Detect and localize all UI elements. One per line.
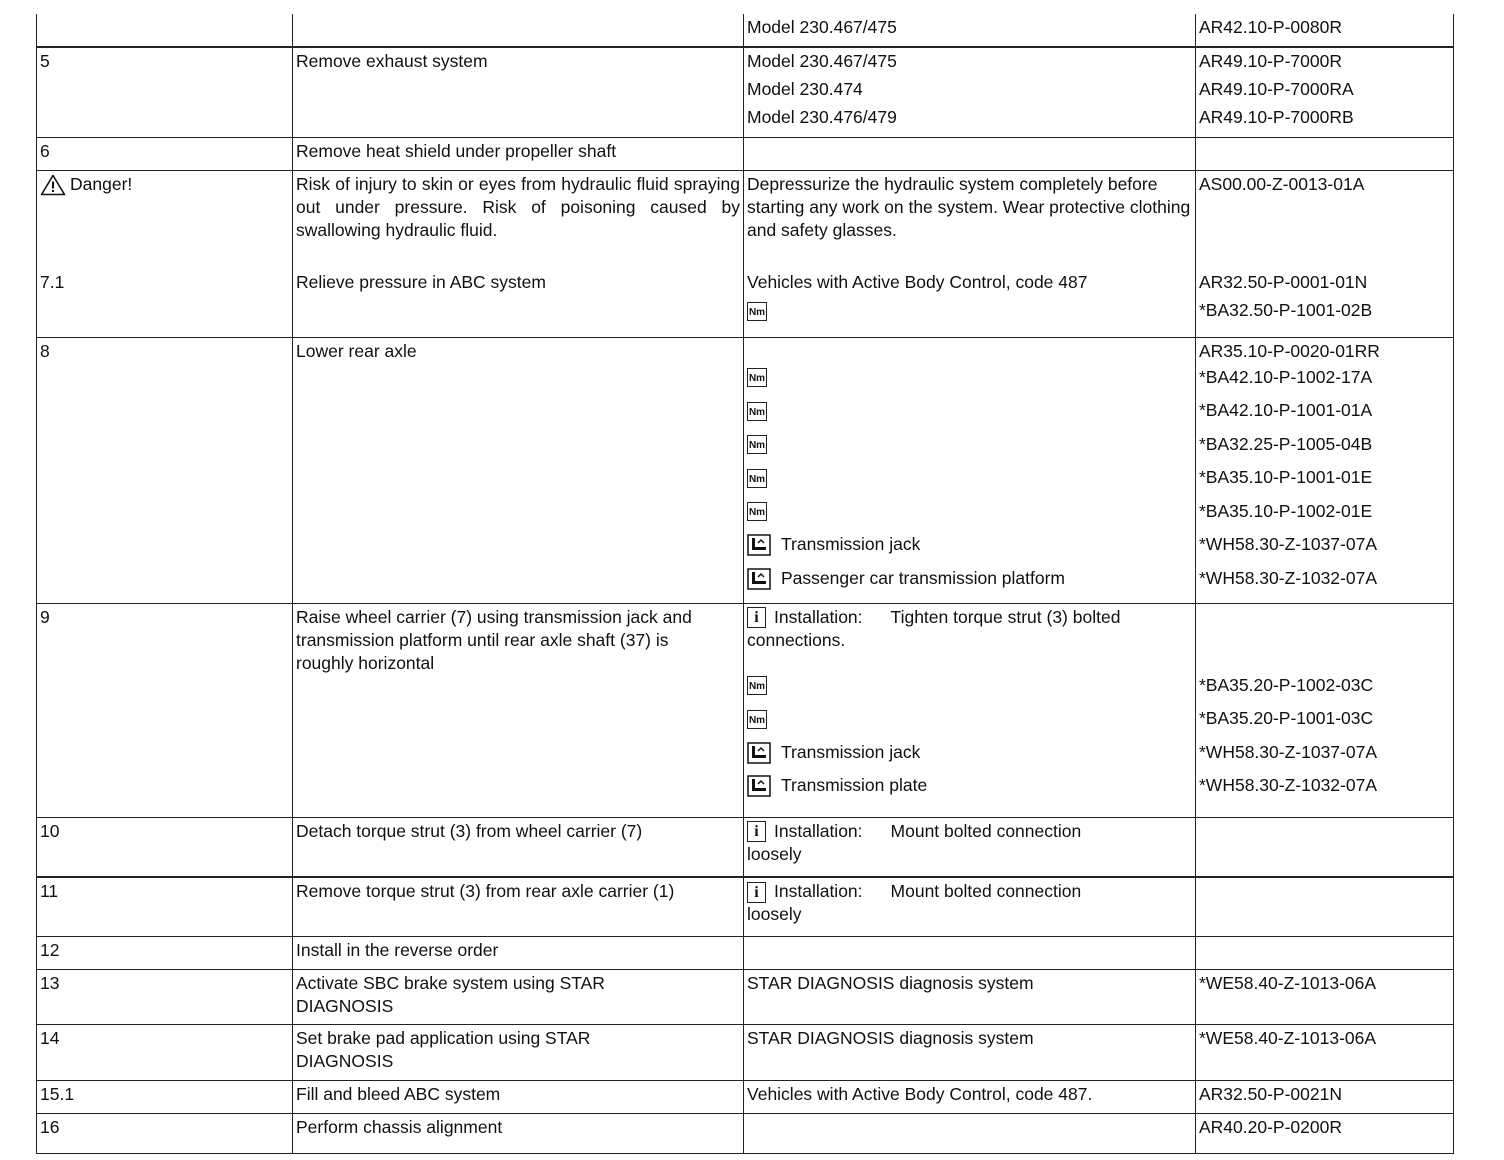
ref-code[interactable]: *WH58.30-Z-1032-07A xyxy=(1199,567,1377,588)
ref-code[interactable]: AR35.10-P-0020-01RR xyxy=(1199,340,1380,361)
step-cell xyxy=(37,137,293,170)
step-number: 9 xyxy=(40,606,50,627)
notes-cell xyxy=(744,337,1196,603)
table-row xyxy=(37,14,1454,47)
torque-nm-icon[interactable]: Nm xyxy=(747,710,767,729)
installation-label: Installation: xyxy=(774,606,863,627)
notes-cell xyxy=(744,936,1196,969)
table-row xyxy=(37,1113,1454,1153)
torque-nm-icon[interactable]: Nm xyxy=(747,676,767,695)
step-number: 14 xyxy=(40,1027,60,1048)
step-number: 7.1 xyxy=(40,272,65,292)
info-icon[interactable]: i xyxy=(747,607,766,628)
notes-cell xyxy=(744,1113,1196,1153)
note-text: Model 230.474 xyxy=(747,79,863,99)
action-cell xyxy=(293,1024,744,1080)
special-tool-icon[interactable] xyxy=(747,568,771,590)
ref-code[interactable]: *WH58.30-Z-1037-07A xyxy=(1199,741,1377,762)
ref-code[interactable]: *BA42.10-P-1001-01A xyxy=(1199,400,1373,420)
ref-code[interactable]: *WE58.40-Z-1013-06A xyxy=(1199,1027,1377,1048)
step-cell xyxy=(37,603,293,817)
step-cell xyxy=(37,47,293,137)
ref-code[interactable]: AR49.10-P-7000RA xyxy=(1199,79,1354,99)
note-text: Model 230.467/475 xyxy=(747,17,897,37)
step-cell xyxy=(37,170,293,269)
step-cell xyxy=(37,1080,293,1113)
table-row xyxy=(37,877,1454,936)
note-text: STAR DIAGNOSIS diagnosis system xyxy=(747,1027,1034,1048)
action-cell xyxy=(293,137,744,170)
action-text: Perform chassis alignment xyxy=(296,1116,503,1137)
ref-cell xyxy=(1196,170,1454,269)
installation-text: Mount bolted connection loosely xyxy=(747,881,1082,924)
action-text: Raise wheel carrier (7) using transmission jack and transmission platform until rear axle shaft (37) is roughly horizontal xyxy=(296,606,692,673)
action-text: Remove exhaust system xyxy=(296,51,488,71)
step-number: 6 xyxy=(40,140,50,161)
danger-instruction: Depressurize the hydraulic system completely before starting any work on the system. Wear protective clothing and safety glasses. xyxy=(747,173,1191,240)
installation-label: Installation: xyxy=(774,820,863,841)
notes-cell xyxy=(744,1024,1196,1080)
table-row xyxy=(37,603,1454,817)
note-text: STAR DIAGNOSIS diagnosis system xyxy=(747,972,1034,993)
table-row xyxy=(37,1080,1454,1113)
torque-nm-icon[interactable]: Nm xyxy=(747,402,767,421)
note-text: Vehicles with Active Body Control, code 487. xyxy=(747,1083,1093,1104)
info-icon[interactable]: i xyxy=(747,821,766,842)
torque-nm-icon[interactable]: Nm xyxy=(747,302,767,321)
step-cell xyxy=(37,936,293,969)
step-cell xyxy=(37,877,293,936)
notes-cell xyxy=(744,137,1196,170)
step-number: 15.1 xyxy=(40,1083,75,1104)
table-row xyxy=(37,47,1454,137)
installation-text: Tighten torque strut (3) bolted connections. xyxy=(747,606,1121,650)
table-row xyxy=(37,936,1454,969)
step-cell xyxy=(37,969,293,1024)
action-cell xyxy=(293,936,744,969)
ref-code[interactable]: AR40.20-P-0200R xyxy=(1199,1116,1342,1137)
notes-cell xyxy=(744,47,1196,137)
action-cell xyxy=(293,14,744,47)
action-cell xyxy=(293,817,744,877)
step-cell xyxy=(37,337,293,603)
step-number: 10 xyxy=(40,820,60,841)
ref-code[interactable]: *BA35.20-P-1002-03C xyxy=(1199,674,1374,695)
repair-procedure-document xyxy=(36,14,1453,1154)
table-row xyxy=(37,170,1454,269)
table-row xyxy=(37,817,1454,877)
info-icon[interactable]: i xyxy=(747,882,766,903)
action-text: Remove torque strut (3) from rear axle carrier (1) xyxy=(296,881,675,901)
step-cell xyxy=(37,817,293,877)
action-cell xyxy=(293,969,744,1024)
notes-cell xyxy=(744,14,1196,47)
tool-name: Transmission jack xyxy=(781,741,921,762)
step-number: 5 xyxy=(40,51,50,71)
ref-cell xyxy=(1196,969,1454,1024)
ref-code[interactable]: AR49.10-P-7000R xyxy=(1199,51,1342,71)
torque-nm-icon[interactable]: Nm xyxy=(747,469,767,488)
action-text: Lower rear axle xyxy=(296,340,417,361)
note-text: Model 230.476/479 xyxy=(747,107,897,127)
tool-name: Passenger car transmission platform xyxy=(781,567,1065,588)
action-text: Remove heat shield under propeller shaft xyxy=(296,140,617,161)
notes-cell xyxy=(744,877,1196,936)
special-tool-icon[interactable] xyxy=(747,742,771,764)
action-cell xyxy=(293,603,744,817)
action-cell xyxy=(293,1080,744,1113)
ref-cell xyxy=(1196,936,1454,969)
table-row xyxy=(37,969,1454,1024)
notes-cell xyxy=(744,603,1196,817)
ref-code[interactable]: *WH58.30-Z-1037-07A xyxy=(1199,534,1377,554)
ref-cell xyxy=(1196,1113,1454,1153)
danger-label: Danger! xyxy=(70,173,133,194)
ref-cell xyxy=(1196,337,1454,603)
installation-label: Installation: xyxy=(774,881,863,901)
action-cell xyxy=(293,269,744,337)
step-cell xyxy=(37,1024,293,1080)
step-number: 11 xyxy=(40,881,59,901)
tool-line xyxy=(747,774,1192,797)
tool-line xyxy=(747,567,1192,590)
note-text: Model 230.467/475 xyxy=(747,51,897,71)
action-cell xyxy=(293,1113,744,1153)
ref-cell xyxy=(1196,877,1454,936)
action-text: Install in the reverse order xyxy=(296,939,499,960)
notes-cell xyxy=(744,969,1196,1024)
ref-code[interactable]: *BA35.10-P-1002-01E xyxy=(1199,500,1373,521)
installation-text: Mount bolted connection loosely xyxy=(747,820,1082,864)
step-number: 8 xyxy=(40,340,50,361)
table-row xyxy=(37,1024,1454,1080)
table-row xyxy=(37,269,1454,337)
tool-name: Transmission plate xyxy=(781,775,928,795)
notes-cell xyxy=(744,269,1196,337)
ref-cell xyxy=(1196,1080,1454,1113)
notes-cell xyxy=(744,170,1196,269)
ref-code[interactable]: *WE58.40-Z-1013-06A xyxy=(1199,972,1377,993)
ref-cell xyxy=(1196,817,1454,877)
action-cell xyxy=(293,877,744,936)
tool-line xyxy=(747,741,1192,775)
special-tool-icon[interactable] xyxy=(747,775,771,797)
torque-nm-icon[interactable]: Nm xyxy=(747,435,767,454)
ref-code[interactable]: AR32.50-P-0001-01N xyxy=(1199,272,1368,292)
note-text: Vehicles with Active Body Control, code 487 xyxy=(747,272,1088,292)
action-text: Set brake pad application using STAR DIAGNOSIS xyxy=(296,1027,591,1071)
ref-code[interactable]: AR49.10-P-7000RB xyxy=(1199,107,1354,127)
action-cell xyxy=(293,337,744,603)
table-row xyxy=(37,337,1454,603)
ref-cell xyxy=(1196,14,1454,47)
ref-code[interactable]: *BA35.20-P-1001-03C xyxy=(1199,708,1374,728)
danger-text: Risk of injury to skin or eyes from hydraulic fluid spraying out under pressure. Risk of poisoning caused by swallowing hydraulic fluid. xyxy=(296,173,740,240)
step-cell xyxy=(37,1113,293,1153)
special-tool-icon[interactable] xyxy=(747,534,771,556)
action-text: Detach torque strut (3) from wheel carrier (7) xyxy=(296,820,643,841)
ref-cell xyxy=(1196,137,1454,170)
notes-cell xyxy=(744,1080,1196,1113)
ref-cell xyxy=(1196,603,1454,817)
ref-code[interactable]: AS00.00-Z-0013-01A xyxy=(1199,173,1365,194)
step-number: 13 xyxy=(40,972,60,993)
tool-name: Transmission jack xyxy=(781,534,921,554)
action-text: Activate SBC brake system using STAR DIAGNOSIS xyxy=(296,972,605,1016)
step-number: 16 xyxy=(40,1116,60,1137)
ref-code[interactable]: *BA35.10-P-1001-01E xyxy=(1199,467,1373,487)
ref-code[interactable]: *WH58.30-Z-1032-07A xyxy=(1199,775,1377,795)
ref-code[interactable]: *BA32.25-P-1005-04B xyxy=(1199,433,1373,454)
action-text: Fill and bleed ABC system xyxy=(296,1083,501,1104)
procedure-table xyxy=(36,14,1454,1154)
installation-note xyxy=(747,606,1192,674)
notes-cell xyxy=(744,817,1196,877)
warning-triangle-icon xyxy=(40,174,66,196)
table-row xyxy=(37,137,1454,170)
action-text: Relieve pressure in ABC system xyxy=(296,272,546,292)
torque-nm-icon[interactable]: Nm xyxy=(747,502,767,521)
step-cell xyxy=(37,14,293,47)
ref-code[interactable]: AR32.50-P-0021N xyxy=(1199,1083,1342,1104)
ref-cell xyxy=(1196,269,1454,337)
ref-code[interactable]: *BA32.50-P-1001-02B xyxy=(1199,300,1373,320)
ref-code[interactable]: AR42.10-P-0080R xyxy=(1199,17,1342,37)
step-number: 12 xyxy=(40,939,60,960)
step-cell xyxy=(37,269,293,337)
torque-nm-icon[interactable]: Nm xyxy=(747,368,767,387)
tool-line xyxy=(747,533,1192,567)
action-cell xyxy=(293,47,744,137)
ref-cell xyxy=(1196,1024,1454,1080)
ref-code[interactable]: *BA42.10-P-1002-17A xyxy=(1199,366,1373,387)
ref-cell xyxy=(1196,47,1454,137)
action-cell xyxy=(293,170,744,269)
